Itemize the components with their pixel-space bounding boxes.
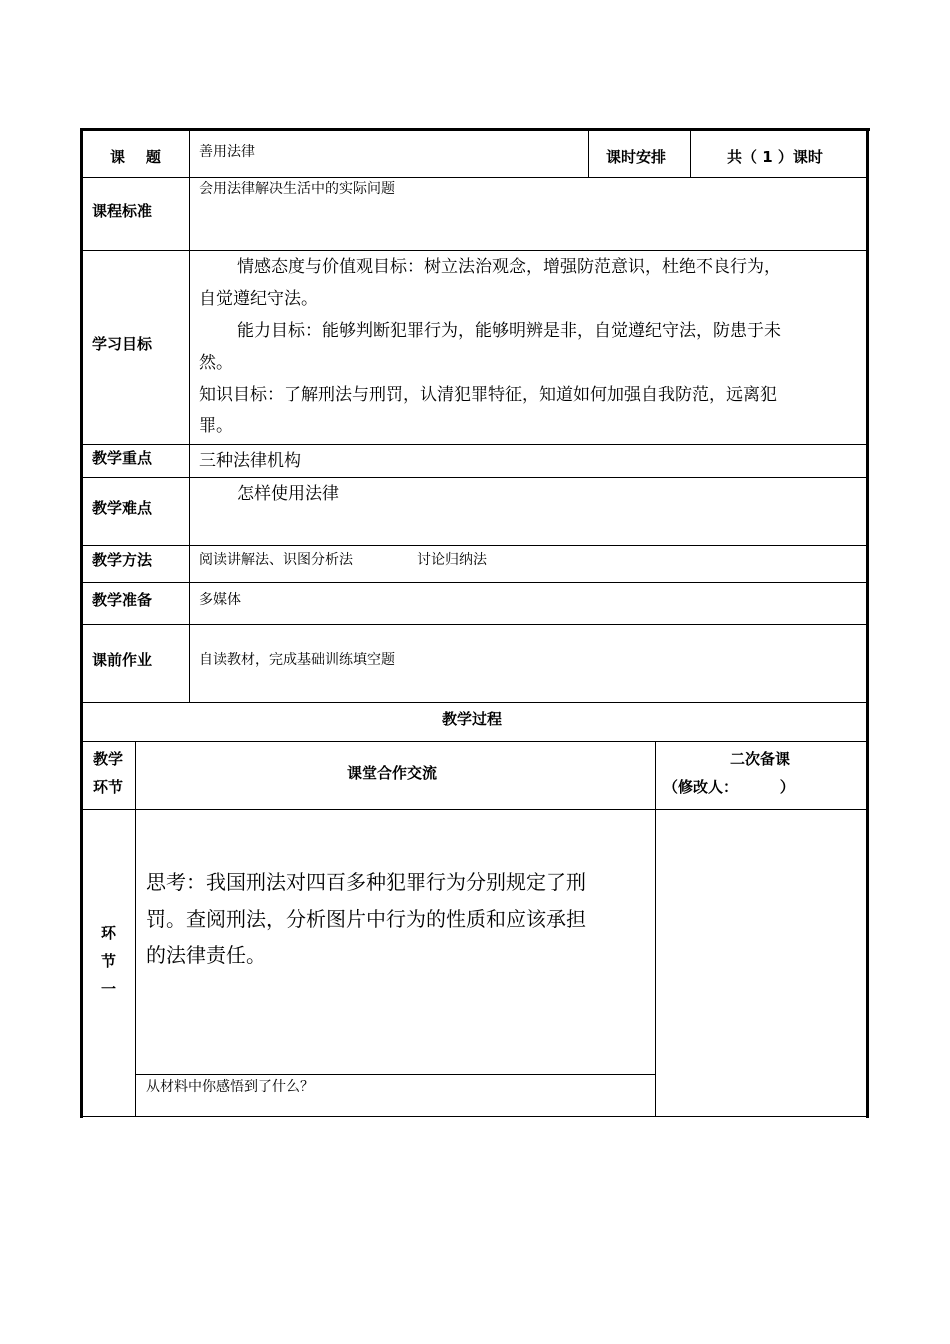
reflection-prompt: 从材料中你感悟到了什么？ bbox=[146, 1079, 314, 1095]
curriculum-standard-label: 课程标准 bbox=[92, 202, 153, 220]
table-right-border bbox=[866, 128, 869, 1118]
methods-value: 讨论归纳法 bbox=[417, 552, 487, 568]
process-col2-label: 课堂合作交流 bbox=[347, 764, 438, 782]
stage-label-char: 一 bbox=[101, 980, 117, 998]
stage-label-char: 节 bbox=[101, 952, 117, 970]
learning-goal-line: 知识目标：了解刑法与刑罚，认清犯罪特征，知道如何加强自我防范，远离犯 bbox=[199, 385, 777, 405]
process-col1-label: 教学 bbox=[93, 750, 124, 768]
learning-goals-label: 学习目标 bbox=[92, 335, 153, 353]
difficulties-value: 怎样使用法律 bbox=[237, 484, 339, 504]
process-title: 教学过程 bbox=[442, 710, 503, 728]
preparation-value: 多媒体 bbox=[199, 592, 241, 608]
col-line bbox=[135, 741, 136, 1117]
topic-value: 善用法律 bbox=[199, 144, 255, 160]
think-question-line: 的法律责任。 bbox=[146, 943, 266, 967]
row-line bbox=[82, 582, 868, 583]
process-col1-label: 环节 bbox=[93, 778, 124, 796]
key-points-label: 教学重点 bbox=[92, 449, 153, 467]
row-line bbox=[82, 250, 868, 251]
learning-goal-line: 能力目标：能够判断犯罪行为，能够明辨是非，自觉遵纪守法，防患于未 bbox=[237, 321, 781, 341]
learning-goal-line: 情感态度与价值观目标：树立法治观念，增强防范意识，杜绝不良行为， bbox=[237, 257, 781, 277]
think-question-line: 思考：我国刑法对四百多种犯罪行为分别规定了刑 bbox=[146, 870, 586, 894]
col-line bbox=[189, 131, 190, 702]
methods-label: 教学方法 bbox=[92, 551, 153, 569]
col-line bbox=[655, 741, 656, 1117]
table-top-border bbox=[80, 128, 870, 131]
topic-label: 课 题 bbox=[110, 148, 161, 166]
curriculum-standard-value: 会用法律解决生活中的实际问题 bbox=[199, 181, 395, 197]
row-line bbox=[82, 444, 868, 445]
row-line bbox=[82, 624, 868, 625]
row-line bbox=[82, 741, 868, 742]
key-points-value: 三种法律机构 bbox=[199, 451, 301, 471]
col-line bbox=[588, 131, 589, 177]
col-line bbox=[690, 131, 691, 177]
learning-goal-line: 自觉遵纪守法。 bbox=[199, 289, 318, 309]
schedule-label: 课时安排 bbox=[606, 148, 667, 166]
preparation-label: 教学准备 bbox=[92, 591, 153, 609]
row-line bbox=[82, 809, 868, 810]
methods-value: 阅读讲解法、识图分析法 bbox=[199, 552, 353, 568]
table-left-border bbox=[80, 128, 83, 1118]
process-col3-reviser: （修改人： ） bbox=[663, 778, 795, 796]
inner-row-line bbox=[136, 1074, 656, 1075]
stage-label-char: 环 bbox=[101, 924, 117, 942]
difficulties-label: 教学难点 bbox=[92, 499, 153, 517]
process-col3-label: 二次备课 bbox=[730, 750, 791, 768]
table-bottom-border bbox=[82, 1116, 868, 1117]
row-line bbox=[82, 702, 868, 703]
row-line bbox=[82, 545, 868, 546]
learning-goal-line: 然。 bbox=[199, 353, 233, 373]
schedule-value: 共（ 1 ）课时 bbox=[727, 148, 823, 166]
homework-value: 自读教材，完成基础训练填空题 bbox=[199, 652, 395, 668]
homework-label: 课前作业 bbox=[92, 651, 153, 669]
row-line bbox=[82, 477, 868, 478]
think-question-line: 罚。查阅刑法，分析图片中行为的性质和应该承担 bbox=[146, 907, 586, 931]
learning-goal-line: 罪。 bbox=[199, 416, 233, 436]
